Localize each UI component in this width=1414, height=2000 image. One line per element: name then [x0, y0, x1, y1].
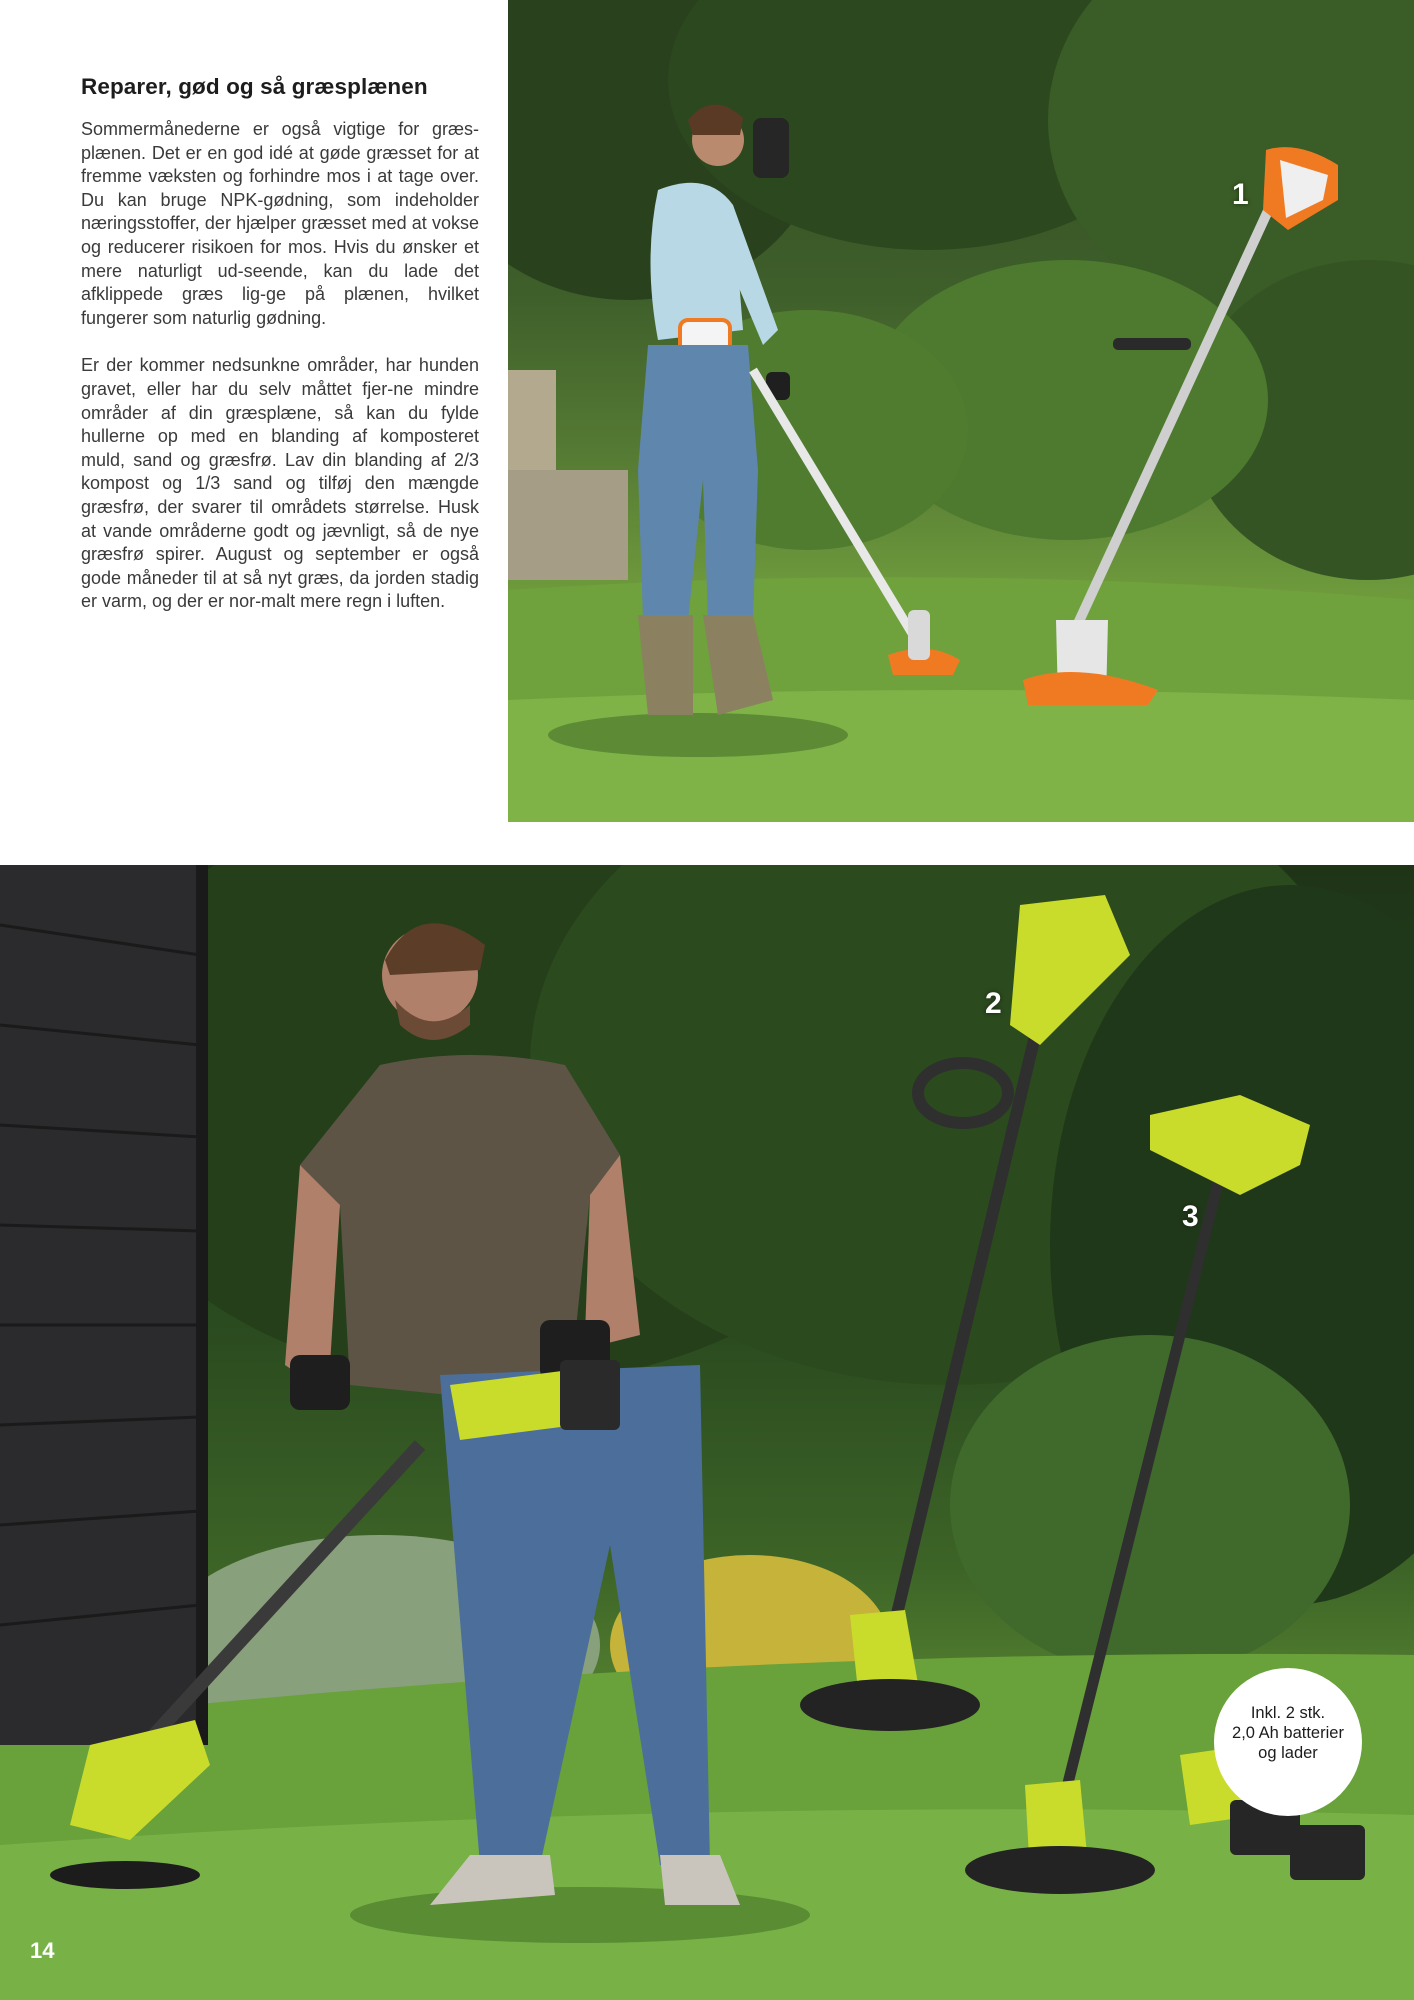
article-column [81, 74, 479, 614]
round-bush [950, 1335, 1350, 1675]
badge-text: Inkl. 2 stk. 2,0 Ah batterier og lader [1232, 1704, 1344, 1762]
garden-scene-illustration [508, 0, 1414, 822]
black-shed [0, 865, 208, 1745]
lawn-light [508, 690, 1414, 822]
man-trimming-photo [0, 865, 1414, 2000]
woman-trimming-photo [508, 0, 1414, 822]
product-number-2: 2 [985, 987, 1002, 1020]
battery-included-badge [1214, 1668, 1362, 1816]
stone-wall [508, 470, 628, 580]
article-paragraph-2: Er der kommer nedsunkne områder, har hunden gravet, eller har du selv måttet fjer-ne mindre områder af din græsplæne, så kan du fylde hullerne op med en blanding af komposteret muld, sand og græsfrø. Lav din blanding af 2/3 kompost og 1/3 sand og tilføj den mængde græsfrø, der svarer til områdets størrelse. Husk at vande områderne godt og jævnligt, så de nye græsfrø spirer. August og september er også gode måneder til at så nyt græs, da jorden stadig er varm, og der er nor-malt mere regn i luften. [81, 355, 479, 612]
page-number: 14 [30, 1938, 55, 1963]
article-title: Reparer, gød og så græsplænen [81, 74, 428, 99]
stone-planter [508, 370, 556, 470]
article-paragraph-1: Sommermånederne er også vigtige for græs-plænen. Det er en god idé at gøde græsset for at fremme væksten og forhindre mos i at tage over. Du kan bruge NPK-gødning, som indeholder næringsstoffer, der hjælper græsset med at vokse og reducerer risikoen for mos. Hvis du ønsker et mere naturligt ud-seende, kan du lade det afklippede græs lig-ge på plænen, hvilket fungerer som naturlig gødning. [81, 119, 479, 328]
garden-scene-illustration-2 [0, 865, 1414, 2000]
product-number-1: 1 [1232, 178, 1249, 211]
product-number-3: 3 [1182, 1200, 1199, 1233]
